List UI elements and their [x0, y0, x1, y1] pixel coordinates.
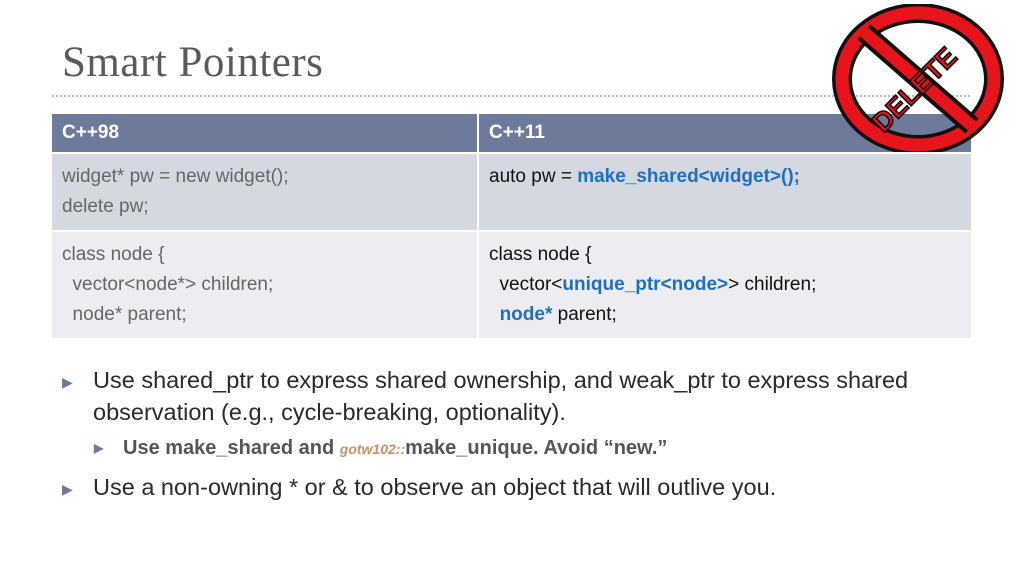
header-cpp98: C++98 [52, 114, 478, 153]
sub-bullet-item [62, 434, 982, 463]
slide-title: Smart Pointers [62, 39, 324, 86]
bullet-item [62, 364, 982, 428]
code-highlight: node* [499, 304, 553, 325]
bullet-text: Use a non-owning * or & to observe an object that will outlive you. [93, 474, 777, 500]
cell-cpp98-widget [52, 153, 478, 231]
cell-cpp98-node [52, 231, 478, 338]
cell-cpp11-node [478, 231, 972, 338]
bullet-list [62, 364, 982, 513]
sub-bullet-text: Use make_shared and [123, 437, 340, 459]
bullet-arrow-icon: ▶ [94, 441, 104, 455]
stamp-text: DELETE [866, 41, 963, 138]
delete-stamp-icon [828, 4, 1008, 152]
bullet-item [62, 471, 982, 503]
bullet-arrow-icon: ▶ [62, 481, 73, 497]
code-line: class node { [62, 244, 165, 265]
sub-bullet-text: make_unique. Avoid “new.” [405, 437, 668, 459]
code-line: delete pw; [62, 196, 149, 217]
code-text: > children; [728, 274, 817, 295]
bullet-text: Use shared_ptr to express shared ownership, and weak_ptr to express shared observation (e.g., cycle-breaking, optionality). [93, 367, 909, 425]
code-text: auto pw = [489, 166, 578, 187]
code-line: class node { [489, 244, 592, 265]
table-row [52, 153, 972, 231]
code-highlight: make_shared<widget>(); [577, 166, 801, 187]
code-line: widget* pw = new widget(); [62, 166, 289, 187]
code-text: parent; [552, 304, 617, 325]
cell-cpp11-widget [478, 153, 972, 231]
bullet-arrow-icon: ▶ [62, 374, 73, 390]
code-line: vector<node*> children; [62, 274, 274, 295]
code-line [489, 270, 961, 300]
table-row [52, 231, 972, 338]
header-cpp11: C++11 [478, 114, 972, 153]
code-text: vector< [489, 274, 563, 295]
gotw-reference: gotw102:: [339, 441, 406, 457]
code-line [489, 300, 961, 330]
code-line: node* parent; [62, 304, 187, 325]
code-highlight: unique_ptr<node> [562, 274, 729, 295]
code-indent [489, 304, 500, 325]
code-line [489, 162, 961, 192]
